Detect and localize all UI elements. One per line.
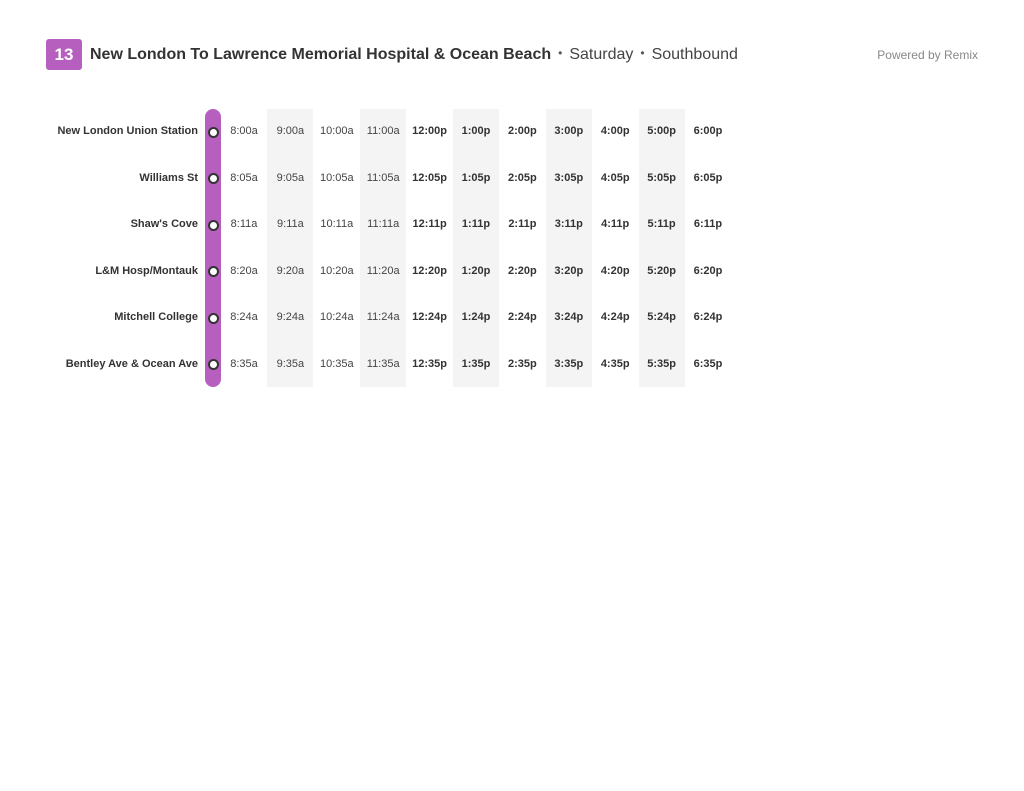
route-name: New London To Lawrence Memorial Hospital & Ocean Beach [90, 46, 552, 63]
departure-time: 8:00a [230, 125, 258, 137]
stop-name: L&M Hosp/Montauk [95, 264, 198, 277]
departure-time: 12:24p [412, 311, 448, 323]
departure-time: 4:24p [600, 311, 630, 323]
departure-time: 4:00p [600, 125, 630, 137]
trip-column [267, 109, 313, 387]
departure-time: 5:35p [647, 357, 676, 370]
departure-time: 3:35p [554, 357, 584, 370]
departure-time: 2:00p [508, 125, 537, 137]
trip-column [685, 109, 731, 387]
trip-column [592, 109, 638, 387]
departure-time: 6:35p [693, 357, 723, 370]
departure-time: 3:11p [554, 218, 583, 230]
trip-column [314, 109, 360, 387]
departure-time: 6:20p [693, 264, 723, 277]
departure-time: 8:35a [230, 357, 258, 370]
stop-name: Bentley Ave & Ocean Ave [65, 357, 198, 370]
departure-time: 1:05p [461, 171, 491, 184]
departure-time: 11:11a [367, 218, 400, 230]
title-separator: • [640, 46, 645, 60]
departure-time: 8:05a [230, 171, 258, 184]
departure-time: 1:24p [461, 311, 491, 323]
departure-time: 10:24a [319, 311, 354, 323]
departure-time: 5:20p [647, 264, 676, 277]
stop-name: Williams St [139, 171, 198, 184]
trip-column [499, 109, 545, 387]
title-separator: • [558, 46, 563, 60]
departure-time: 9:35a [276, 357, 305, 370]
departure-time: 12:35p [412, 357, 448, 370]
departure-time: 8:24a [230, 311, 258, 323]
departure-time: 3:05p [554, 171, 584, 184]
departure-time: 9:11a [277, 218, 304, 230]
trip-column [546, 109, 592, 387]
departure-time: 4:11p [601, 218, 630, 230]
departure-time: 2:05p [508, 171, 537, 184]
route-badge: 13 [46, 39, 82, 70]
departure-time: 1:11p [461, 218, 491, 230]
departure-time: 11:35a [366, 357, 400, 370]
departure-time: 3:24p [554, 311, 584, 323]
departure-time: 12:00p [412, 125, 448, 137]
departure-time: 11:00a [366, 125, 400, 137]
departure-time: 5:24p [647, 311, 676, 323]
departure-time: 2:35p [508, 357, 537, 370]
departure-time: 9:05a [276, 171, 305, 184]
departure-time: 6:24p [693, 311, 723, 323]
departure-time: 11:05a [366, 171, 400, 184]
departure-time: 11:20a [366, 264, 400, 277]
stop-marker [208, 220, 219, 231]
trip-column [407, 109, 453, 387]
departure-time: 1:00p [461, 125, 491, 137]
departure-time: 9:20a [276, 264, 305, 277]
departure-time: 4:35p [600, 357, 630, 370]
departure-time: 9:24a [276, 311, 305, 323]
direction: Southbound [651, 46, 738, 63]
stop-marker [208, 127, 219, 138]
departure-time: 8:11a [230, 218, 258, 230]
trip-column [360, 109, 406, 387]
trip-column [221, 109, 267, 387]
stop-name: Mitchell College [114, 311, 198, 323]
departure-time: 11:24a [366, 311, 400, 323]
route-line [205, 109, 221, 387]
departure-time: 6:00p [693, 125, 723, 137]
departure-time: 6:11p [693, 218, 723, 230]
departure-time: 12:05p [412, 171, 448, 184]
departure-time: 2:11p [508, 218, 537, 230]
departure-time: 12:11p [412, 218, 447, 230]
departure-time: 9:00a [276, 125, 305, 137]
departure-time: 10:05a [319, 171, 354, 184]
stop-marker [208, 266, 219, 277]
departure-time: 5:05p [647, 171, 676, 184]
stop-marker [208, 173, 219, 184]
stop-name: New London Union Station [57, 125, 198, 137]
trip-column [639, 109, 685, 387]
departure-time: 10:11a [320, 218, 354, 230]
departure-time: 5:11p [647, 218, 676, 230]
service-day: Saturday [569, 46, 634, 63]
departure-time: 4:05p [600, 171, 630, 184]
departure-time: 10:35a [319, 357, 354, 370]
departure-time: 2:24p [508, 311, 537, 323]
departure-time: 1:20p [461, 264, 491, 277]
departure-time: 4:20p [600, 264, 630, 277]
trip-column [453, 109, 499, 387]
departure-time: 1:35p [461, 357, 491, 370]
departure-time: 10:20a [319, 264, 354, 277]
departure-time: 3:00p [554, 125, 584, 137]
departure-time: 8:20a [230, 264, 258, 277]
stop-marker [208, 359, 219, 370]
departure-time: 6:05p [693, 171, 723, 184]
departure-time: 3:20p [554, 264, 584, 277]
stop-name: Shaw's Cove [130, 218, 198, 230]
departure-time: 5:00p [647, 125, 676, 137]
departure-time: 2:20p [508, 264, 537, 277]
departure-time: 10:00a [319, 125, 354, 137]
stop-marker [208, 313, 219, 324]
departure-time: 12:20p [412, 264, 448, 277]
powered-by: Powered by Remix [877, 48, 978, 62]
